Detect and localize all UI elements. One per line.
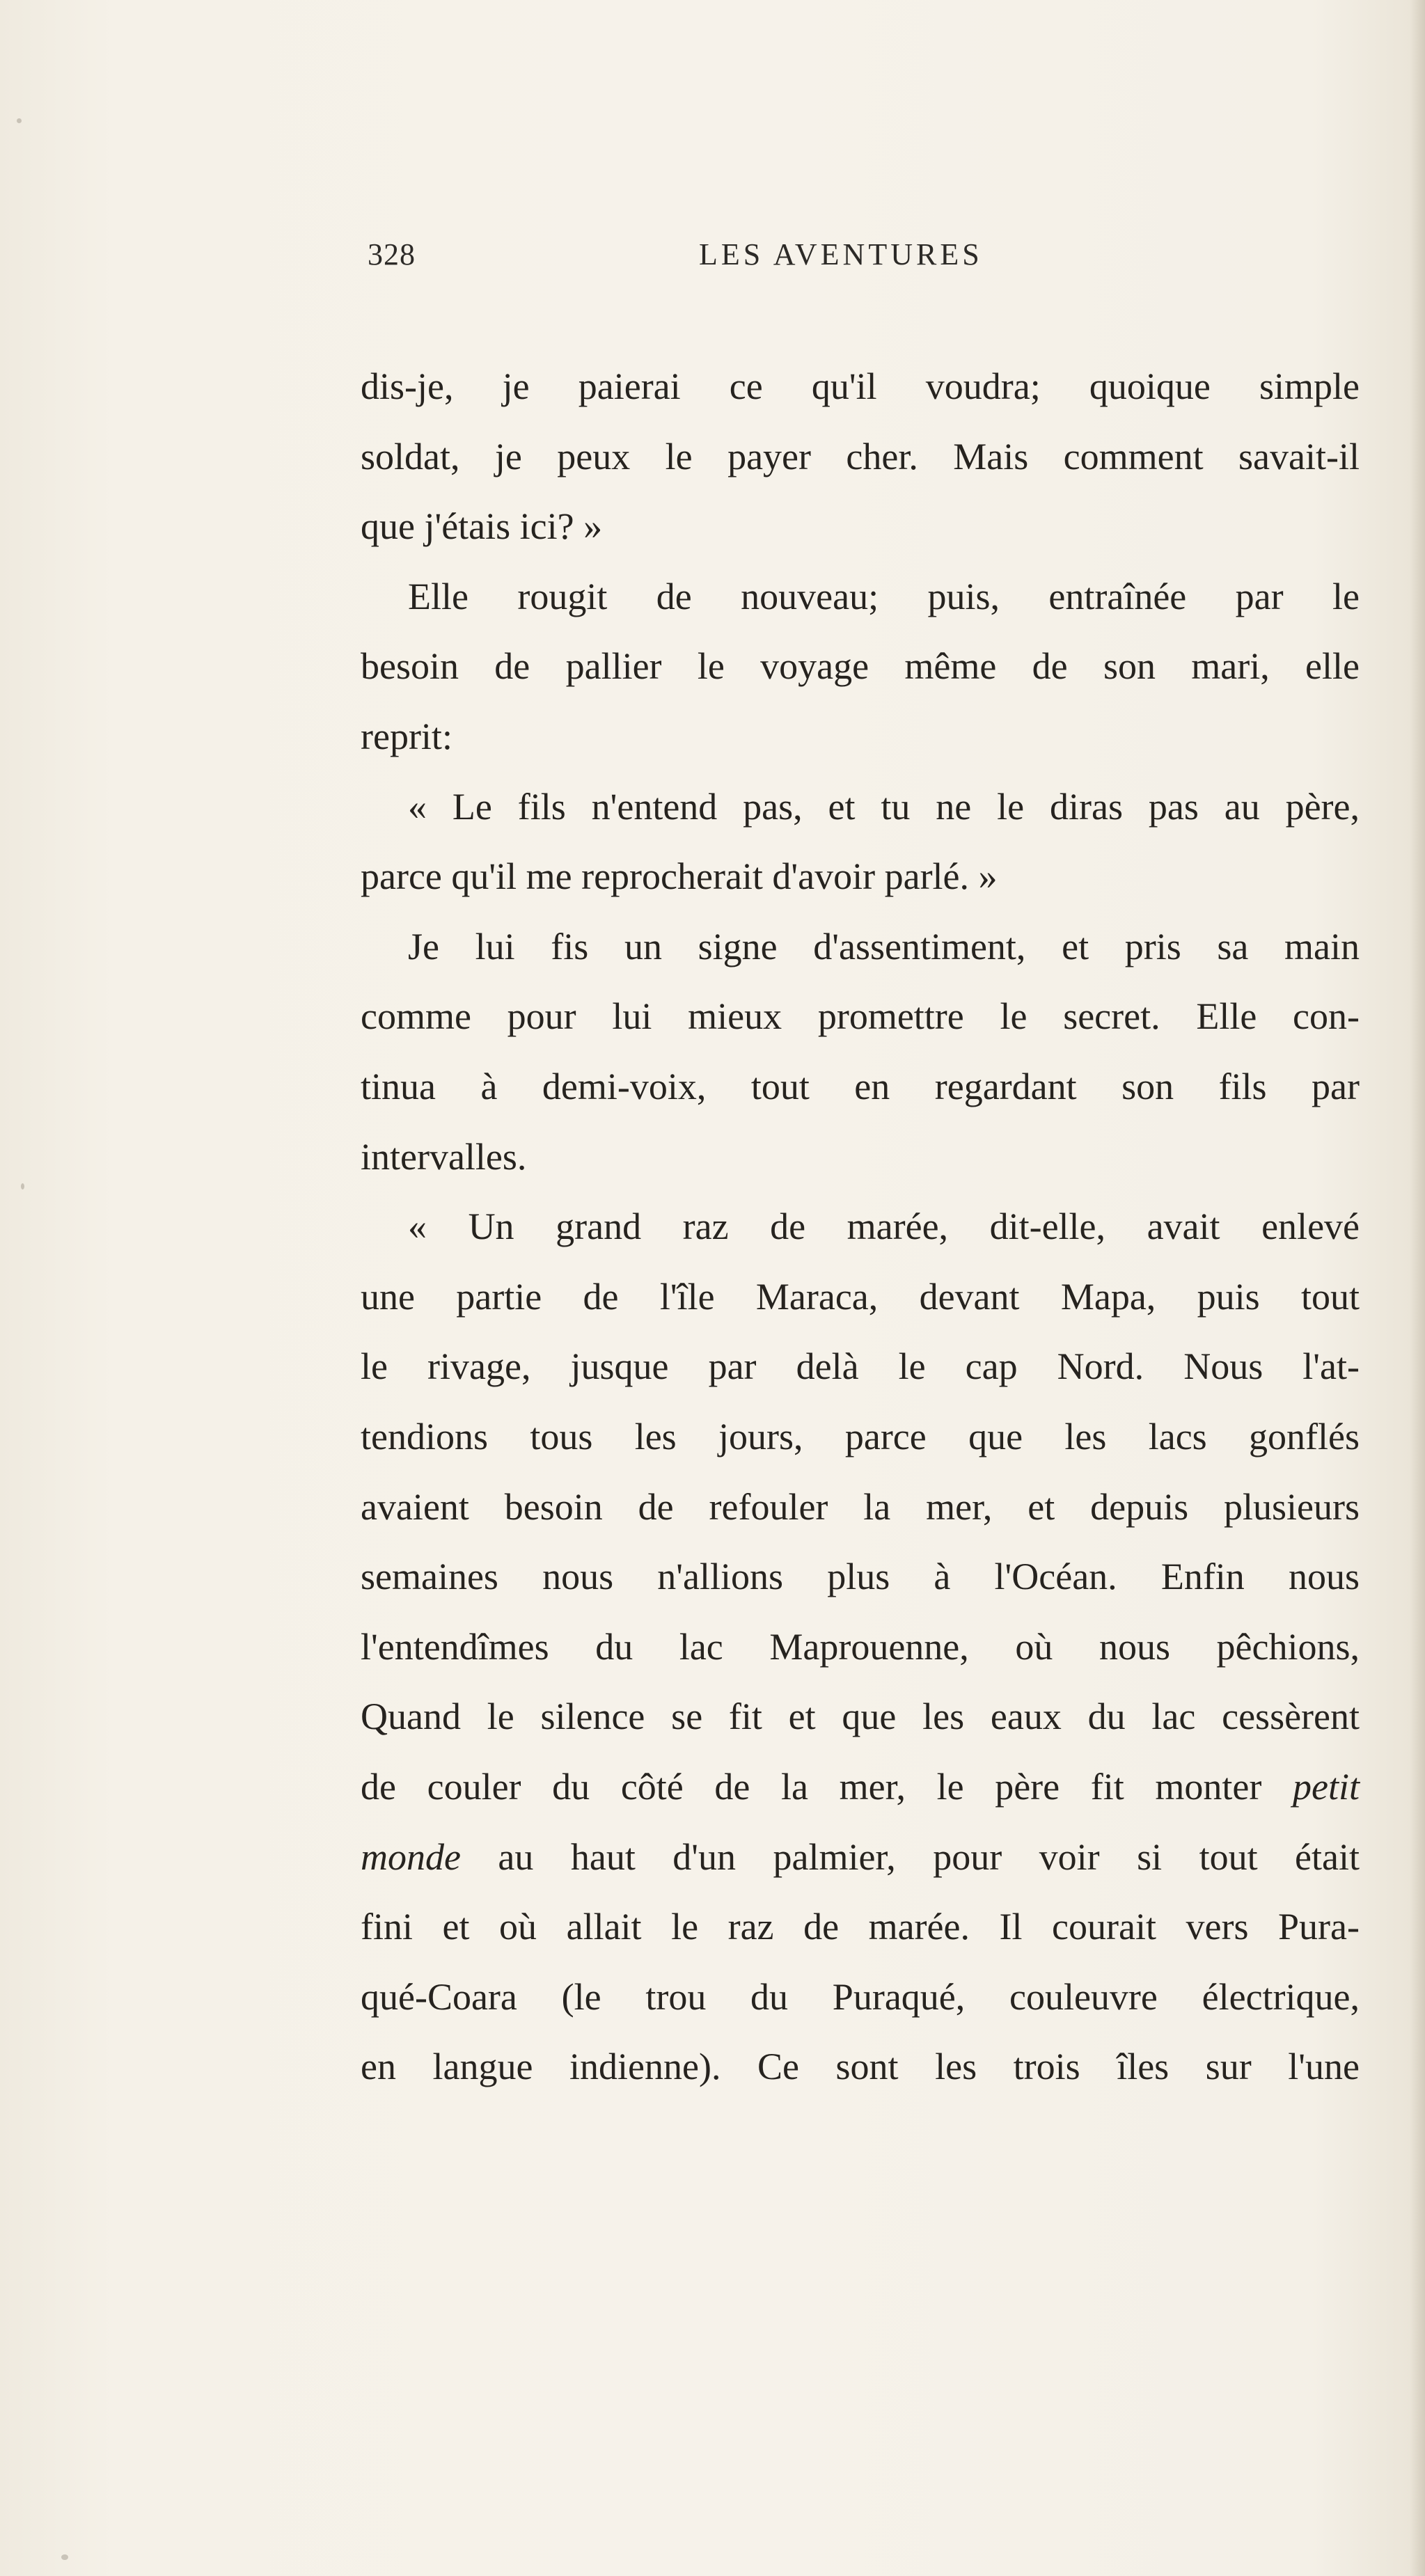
text-line: tinua à demi-voix, tout en regardant son fils par (361, 1066, 1360, 1107)
text-line: besoin de pallier le voyage même de son mari, elle (361, 645, 1360, 688)
text-line: soldat, je peux le payer cher. Mais comment savait-il (361, 435, 1360, 477)
text-line: semaines nous n'allions plus à l'Océan. Enfin nous (361, 1556, 1360, 1598)
paper-speck (61, 2554, 68, 2560)
line-text: au haut d'un palmier, pour voir si tout était (460, 1835, 1360, 1878)
text-line: qué-Coara (le trou du Puraqué, couleuvre électrique, (361, 1975, 1360, 2018)
text-line: le rivage, jusque par delà le cap Nord. Nous l'at- (361, 1345, 1360, 1388)
text-line: en langue indienne). Ce sont les trois îles sur l'une (361, 2046, 1360, 2088)
text-line: intervalles. (361, 1135, 527, 1178)
text-line: tendions tous les jours, parce que les lacs gonflés (361, 1416, 1360, 1457)
paper-speck (21, 1183, 24, 1190)
line-text: de couler du côté de la mer, le père fit monter (361, 1766, 1293, 1808)
text-line: parce qu'il me reprocherait d'avoir parlé. » (361, 855, 998, 898)
text-line: une partie de l'île Maraca, devant Mapa, puis tout (361, 1275, 1360, 1318)
italic-word: monde (361, 1835, 461, 1878)
text-line: reprit: (361, 716, 452, 757)
text-line: Elle rougit de nouveau; puis, entraînée par le (408, 575, 1360, 617)
text-line (361, 1822, 1360, 1892)
paper-speck (17, 118, 22, 123)
page-number: 328 (368, 237, 416, 271)
italic-word: petit (1293, 1766, 1360, 1808)
page-edge-shadow (1410, 0, 1425, 2576)
text-line (361, 1752, 1360, 1822)
text-line: Quand le silence se fit et que les eaux du lac cessèrent (361, 1696, 1360, 1738)
text-line: « Le fils n'entend pas, et tu ne le diras pas au père, (408, 785, 1360, 828)
text-line: dis-je, je paierai ce qu'il voudra; quoique simple (361, 365, 1360, 407)
text-line: « Un grand raz de marée, dit-elle, avait enlevé (408, 1206, 1360, 1248)
text-line: Je lui fis un signe d'assentiment, et pris sa main (408, 925, 1360, 967)
running-head (368, 237, 1022, 285)
text-line: que j'étais ici? » (361, 505, 603, 548)
running-title: LES AVENTURES (699, 237, 983, 271)
text-line: comme pour lui mieux promettre le secret. Elle con- (361, 995, 1360, 1038)
text-line: fini et où allait le raz de marée. Il courait vers Pura- (361, 1906, 1360, 1948)
text-line: l'entendîmes du lac Maprouenne, où nous pêchions, (361, 1625, 1360, 1668)
text-line: avaient besoin de refouler la mer, et depuis plusieurs (361, 1485, 1360, 1528)
